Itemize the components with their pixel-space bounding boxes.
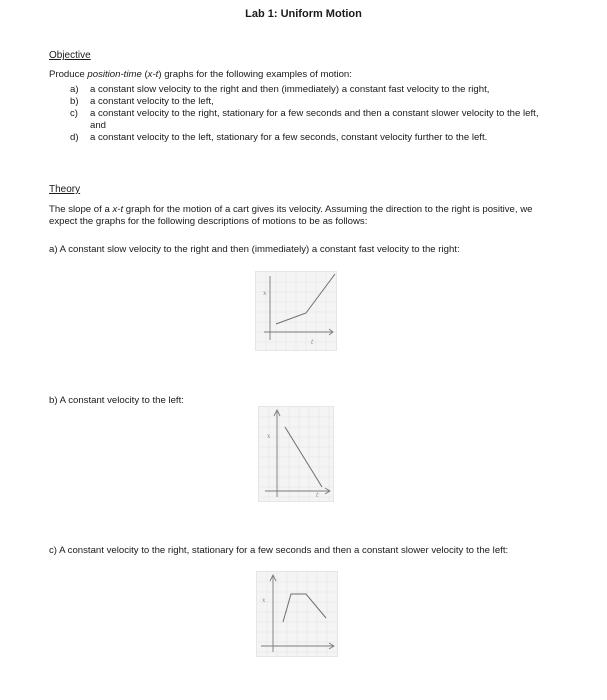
page-title: Lab 1: Uniform Motion — [245, 8, 362, 20]
graph-c-line — [283, 594, 326, 622]
case-c-text: c) A constant velocity to the right, stationary for a few seconds and then a constant slower velocity to the left: — [49, 545, 509, 556]
theory-heading: Theory — [49, 184, 81, 195]
objective-intro: Produce position-time (x-t) graphs for the following examples of motion: — [49, 69, 352, 80]
list-item: b) a constant velocity to the left, — [70, 96, 214, 107]
graph-b-figure — [259, 407, 333, 501]
graph-c — [256, 571, 338, 657]
graph-a — [255, 271, 337, 351]
t-axis-label: t — [311, 339, 314, 346]
case-a-text: a) A constant slow velocity to the right and then (immediately) a constant fast velocity to the right: — [49, 244, 460, 255]
x-axis-label: x — [263, 290, 267, 297]
list-item: a) a constant slow velocity to the right and then (immediately) a constant fast velocity to the right, — [70, 84, 490, 95]
objective-heading: Objective — [49, 50, 91, 61]
objective-list — [70, 84, 550, 144]
graph-a-figure — [256, 272, 336, 350]
list-item: c) a constant velocity to the right, stationary for a few seconds and then a constant slower velocity to the left, and — [70, 108, 539, 131]
theory-paragraph: The slope of a x-t graph for the motion of a cart gives its velocity. Assuming the direction to the right is positive, we expect the graphs for the following descriptions of motions to be as follows: — [49, 204, 533, 227]
t-axis-label: t — [316, 492, 319, 499]
x-axis-label: x — [267, 433, 271, 440]
x-axis-label: x — [262, 597, 266, 604]
case-b-text: b) A constant velocity to the left: — [49, 395, 184, 406]
list-item: d) a constant velocity to the left, stationary for a few seconds, constant velocity further to the left. — [70, 132, 488, 143]
graph-c-figure — [257, 572, 337, 656]
graph-grid — [257, 572, 337, 656]
graph-grid — [256, 272, 336, 350]
graph-b — [258, 406, 334, 502]
